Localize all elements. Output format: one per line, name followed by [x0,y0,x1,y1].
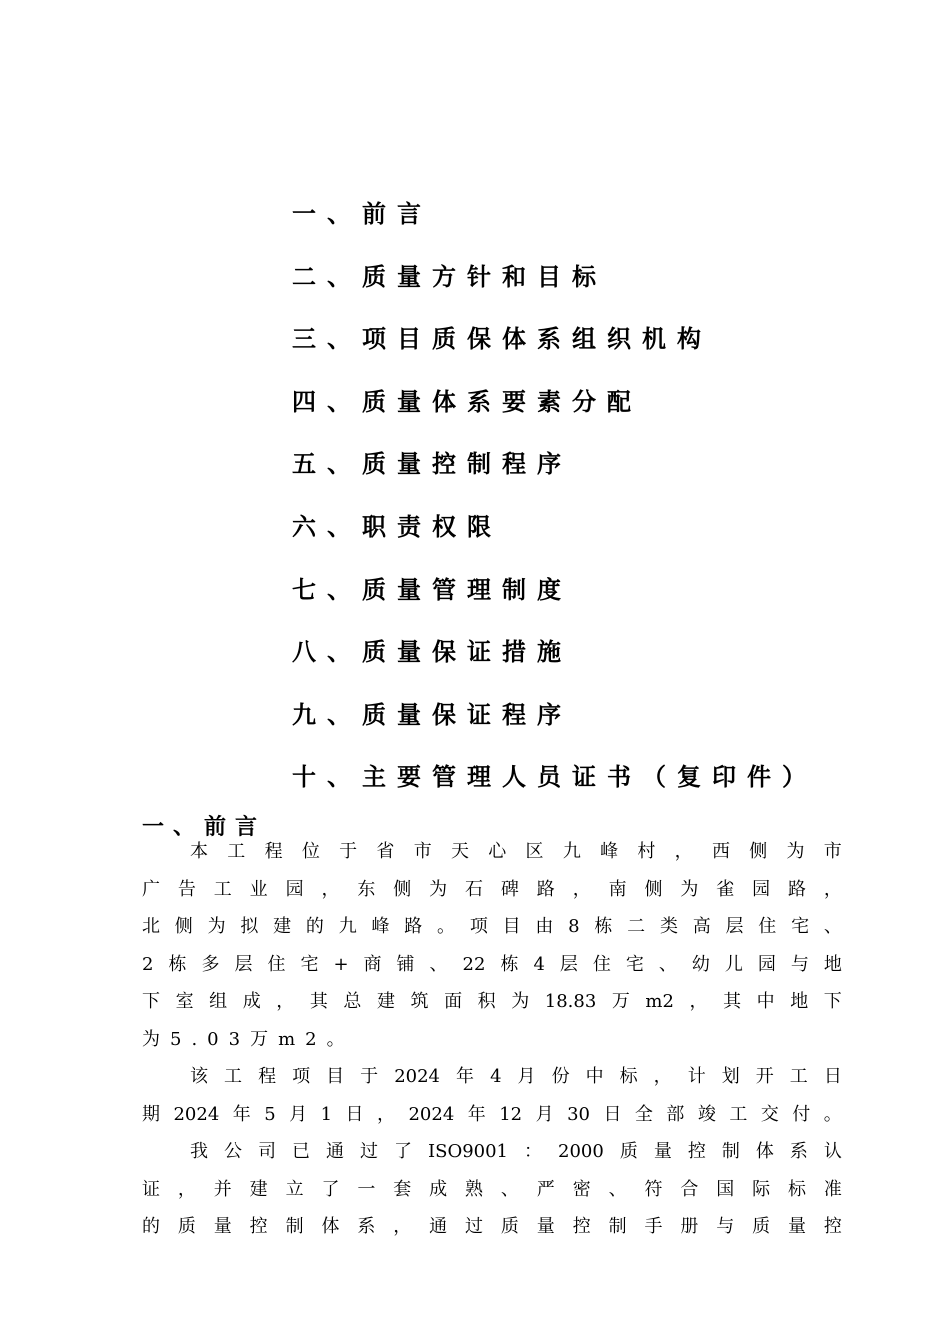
body-char: 了 [394,1141,412,1162]
body-char: 建 [376,991,395,1012]
body-char: 区 [525,841,544,862]
body-char: 北 [142,916,160,937]
body-char: 质 [752,1216,771,1237]
body-char: ， [653,1066,672,1087]
body-char: 业 [249,878,268,900]
body-char: 九 [338,916,357,937]
body-char: 栋 [500,953,519,975]
body-char: 项 [292,1066,311,1087]
body-char: 项 [469,916,488,937]
body-char: 12 [499,1103,523,1125]
body-char: ISO9001 [428,1141,509,1162]
body-char: 多 [201,953,220,975]
body-char: 了 [321,1178,340,1200]
body-char: 制 [285,1216,304,1237]
body-char: 积 [477,991,496,1012]
body-char: 质 [619,1141,638,1162]
body-char: 量 [536,1216,555,1237]
section-heading: 一、前言 [142,814,267,840]
body-char: 制 [608,1216,627,1237]
toc-item: 九、质量保证程序 [292,699,572,729]
body-char: 系 [789,1141,808,1162]
body-char: 由 [535,916,554,937]
body-char: 符 [644,1178,663,1200]
toc-item: 三、项目质保体系组织机构 [292,324,712,354]
body-char: 年 [467,1103,486,1125]
body-char: 际 [752,1178,771,1200]
body-char: 峰 [371,916,390,937]
body-char: 为 [786,841,805,862]
body-char: 下 [142,991,160,1012]
body-line [142,947,842,985]
body-char: 目 [326,1066,345,1087]
body-char: 位 [301,841,320,862]
body-line [142,1059,842,1097]
body-char: 为 [207,916,226,937]
body-char: 的 [305,916,324,937]
body-char: 2000 [558,1141,604,1162]
body-char: + [333,953,349,975]
body-char: 地 [790,991,809,1012]
body-char: ， [689,991,708,1012]
body-char: 通 [429,1216,448,1237]
body-char: 年 [232,1103,251,1125]
body-char: 拟 [240,916,259,937]
body-char: 其 [723,991,742,1012]
body-char: 侧 [174,916,193,937]
body-char: 该 [190,1066,208,1087]
body-char: 量 [788,1216,807,1237]
body-char: ： [524,1141,543,1162]
body-char: 儿 [724,953,743,975]
body-char: 2024 [173,1103,220,1125]
body-char: 部 [666,1103,685,1125]
body-char: ， [674,841,693,862]
body-char: ， [572,878,591,900]
body-char: ， [393,1216,412,1237]
body-char: 地 [823,953,842,975]
body-char: 2024 [394,1066,440,1087]
body-char: 于 [360,1066,379,1087]
body-char: 控 [249,1216,268,1237]
body-char: 年 [456,1066,475,1087]
body-char: 筑 [410,991,429,1012]
body-char: 5 [264,1103,276,1125]
body-char: 标 [619,1066,638,1087]
body-char: ， [276,991,295,1012]
body-char: 并 [213,1178,232,1200]
body-char: 开 [755,1066,774,1087]
body-char: 我 [190,1141,208,1162]
body-paragraphs [142,834,842,1247]
body-char: 市 [823,841,842,862]
body-char: 路 [788,878,807,900]
body-char: 村 [637,841,656,862]
toc-item: 八、质量保证措施 [292,637,572,667]
body-char: 1 [320,1103,333,1125]
body-char: 路 [536,878,555,900]
body-char: 省 [376,841,395,862]
body-char: 、 [429,953,448,975]
body-char: 为 [429,878,448,900]
body-char: m2 [645,991,674,1012]
body-char: 碑 [500,878,519,900]
body-char: 系 [357,1216,376,1237]
body-char: 园 [752,878,771,900]
toc-item: 七、质量管理制度 [292,574,572,604]
body-char: 控 [687,1141,706,1162]
body-char: 栋 [168,953,187,975]
body-char: 石 [465,878,484,900]
body-char: 住 [758,916,777,937]
body-char: 量 [213,1216,232,1237]
body-char: 全 [634,1103,653,1125]
body-char: 合 [680,1178,699,1200]
body-char: 量 [653,1141,672,1162]
body-char: 东 [357,878,376,900]
toc-item: 一、前言 [292,199,432,228]
body-char: 住 [267,953,286,975]
body-char: 市 [413,841,432,862]
body-char: 18.83 [544,991,597,1012]
body-char: 4 [533,953,545,975]
body-char: 日 [603,1103,622,1125]
body-char: 天 [450,841,469,862]
body-char: 认 [823,1141,842,1162]
body-char: 质 [177,1216,196,1237]
body-char: 月 [289,1103,308,1125]
body-char: 公 [224,1141,242,1162]
body-char: 幼 [691,953,710,975]
body-char: 为 [680,878,699,900]
body-char: 日 [345,1103,364,1125]
body-char: 体 [755,1141,774,1162]
body-char: 侧 [393,878,412,900]
body-char: 控 [572,1216,591,1237]
body-char: 峰 [600,841,619,862]
body-char: 已 [292,1141,310,1162]
body-char: 中 [585,1066,604,1087]
body-line [142,1172,842,1210]
body-char: 路 [404,916,423,937]
body-char: 工 [729,1103,748,1125]
body-char: 西 [711,841,730,862]
body-char: 宅 [791,916,810,937]
body-char: 月 [535,1103,554,1125]
body-char: 宅 [300,953,319,975]
body-char: 成 [429,1178,448,1200]
body-char: 园 [757,953,776,975]
body-char: 4 [490,1066,502,1087]
body-char: 期 [142,1103,160,1125]
body-char: 成 [242,991,261,1012]
body-char: ， [823,878,842,900]
body-char: 本 [190,841,208,862]
body-char: 雀 [716,878,735,900]
body-char: 广 [142,878,160,900]
body-char: 万 [611,991,630,1012]
body-char: 套 [393,1178,412,1200]
body-char: 准 [823,1178,842,1200]
body-char: 铺 [396,953,415,975]
body-char: 与 [716,1216,735,1237]
body-char: ， [377,1103,395,1125]
body-char: ， [177,1178,196,1200]
body-char: 2 [142,953,154,975]
body-char: 九 [562,841,581,862]
body-char: 过 [465,1216,484,1237]
body-char: 二 [627,916,646,937]
body-char: 于 [339,841,358,862]
body-char: 商 [363,953,382,975]
body-char: 为 [511,991,530,1012]
body-char: 层 [559,953,578,975]
body-char: 建 [249,1178,268,1200]
body-line [142,1134,842,1172]
body-char: 竣 [697,1103,716,1125]
body-char: 标 [788,1178,807,1200]
body-char: 严 [536,1178,555,1200]
body-char: 与 [790,953,809,975]
table-of-contents [292,196,892,822]
body-char: 、 [658,953,677,975]
body-char: 程 [258,1066,277,1087]
body-char: 宅 [625,953,644,975]
body-char: 22 [462,953,486,975]
body-char: 份 [551,1066,570,1087]
toc-item: 六、职责权限 [292,511,502,541]
body-char: 程 [264,841,283,862]
body-char: 下 [823,991,842,1012]
body-char: ， [321,878,340,900]
body-char: 侧 [644,878,663,900]
body-char: 工 [789,1066,808,1087]
toc-item: 十、主要管理人员证书（复印件） [292,762,817,792]
body-char: 南 [608,878,627,900]
body-char: 8 [568,916,580,937]
body-char: 、 [608,1178,627,1200]
body-char: 划 [721,1066,740,1087]
body-char: 层 [725,916,744,937]
body-char: 工 [213,878,232,900]
body-char: 园 [285,878,304,900]
body-char: 册 [680,1216,699,1237]
body-char: 总 [343,991,362,1012]
body-char: 立 [285,1178,304,1200]
body-line [142,1209,842,1247]
body-char: 计 [687,1066,706,1087]
body-char: 国 [716,1178,735,1200]
body-line [142,909,842,947]
body-char: 侧 [749,841,768,862]
body-char: 通 [326,1141,344,1162]
body-char: 月 [517,1066,536,1087]
body-line [142,984,842,1022]
body-char: 类 [659,916,678,937]
body-char: 其 [309,991,328,1012]
body-char: 面 [444,991,463,1012]
body-line [142,834,842,872]
body-char: 中 [756,991,775,1012]
toc-item: 四、质量体系要素分配 [292,386,642,416]
body-char: 。 [823,1103,842,1125]
body-char: 建 [273,916,292,937]
body-char: 制 [721,1141,740,1162]
body-char: 、 [500,1178,519,1200]
body-char: 熟 [465,1178,484,1200]
toc-item: 五、质量控制程序 [292,449,572,479]
body-char: 过 [360,1141,378,1162]
toc-item: 二、质量方针和目标 [292,261,607,291]
body-char: 室 [175,991,194,1012]
body-char: 高 [692,916,711,937]
body-char: 栋 [594,916,613,937]
body-char: 手 [644,1216,663,1237]
body-char: 住 [592,953,611,975]
body-char: 。 [437,916,456,937]
body-char: 日 [823,1066,842,1087]
body-char: 交 [760,1103,779,1125]
body-char: 2024 [408,1103,455,1125]
body-char: 工 [227,841,246,862]
body-char: 证 [142,1178,160,1200]
body-char: 工 [224,1066,243,1087]
body-char: 的 [142,1216,160,1237]
body-char: 、 [823,916,842,937]
body-char: 心 [488,841,507,862]
body-char: 30 [567,1103,590,1125]
body-line: 为5.03万m2。 [142,1028,355,1050]
body-char: 司 [258,1141,276,1162]
body-char: 告 [177,878,196,900]
body-line [142,872,842,910]
body-line [142,1097,842,1135]
body-char: 一 [357,1178,376,1200]
body-char: 体 [321,1216,340,1237]
body-char: 组 [209,991,228,1012]
body-char: 目 [502,916,521,937]
body-char: 层 [234,953,253,975]
body-char: 质 [500,1216,519,1237]
body-char: 密 [572,1178,591,1200]
body-char: 付 [792,1103,811,1125]
body-char: 控 [823,1216,842,1237]
